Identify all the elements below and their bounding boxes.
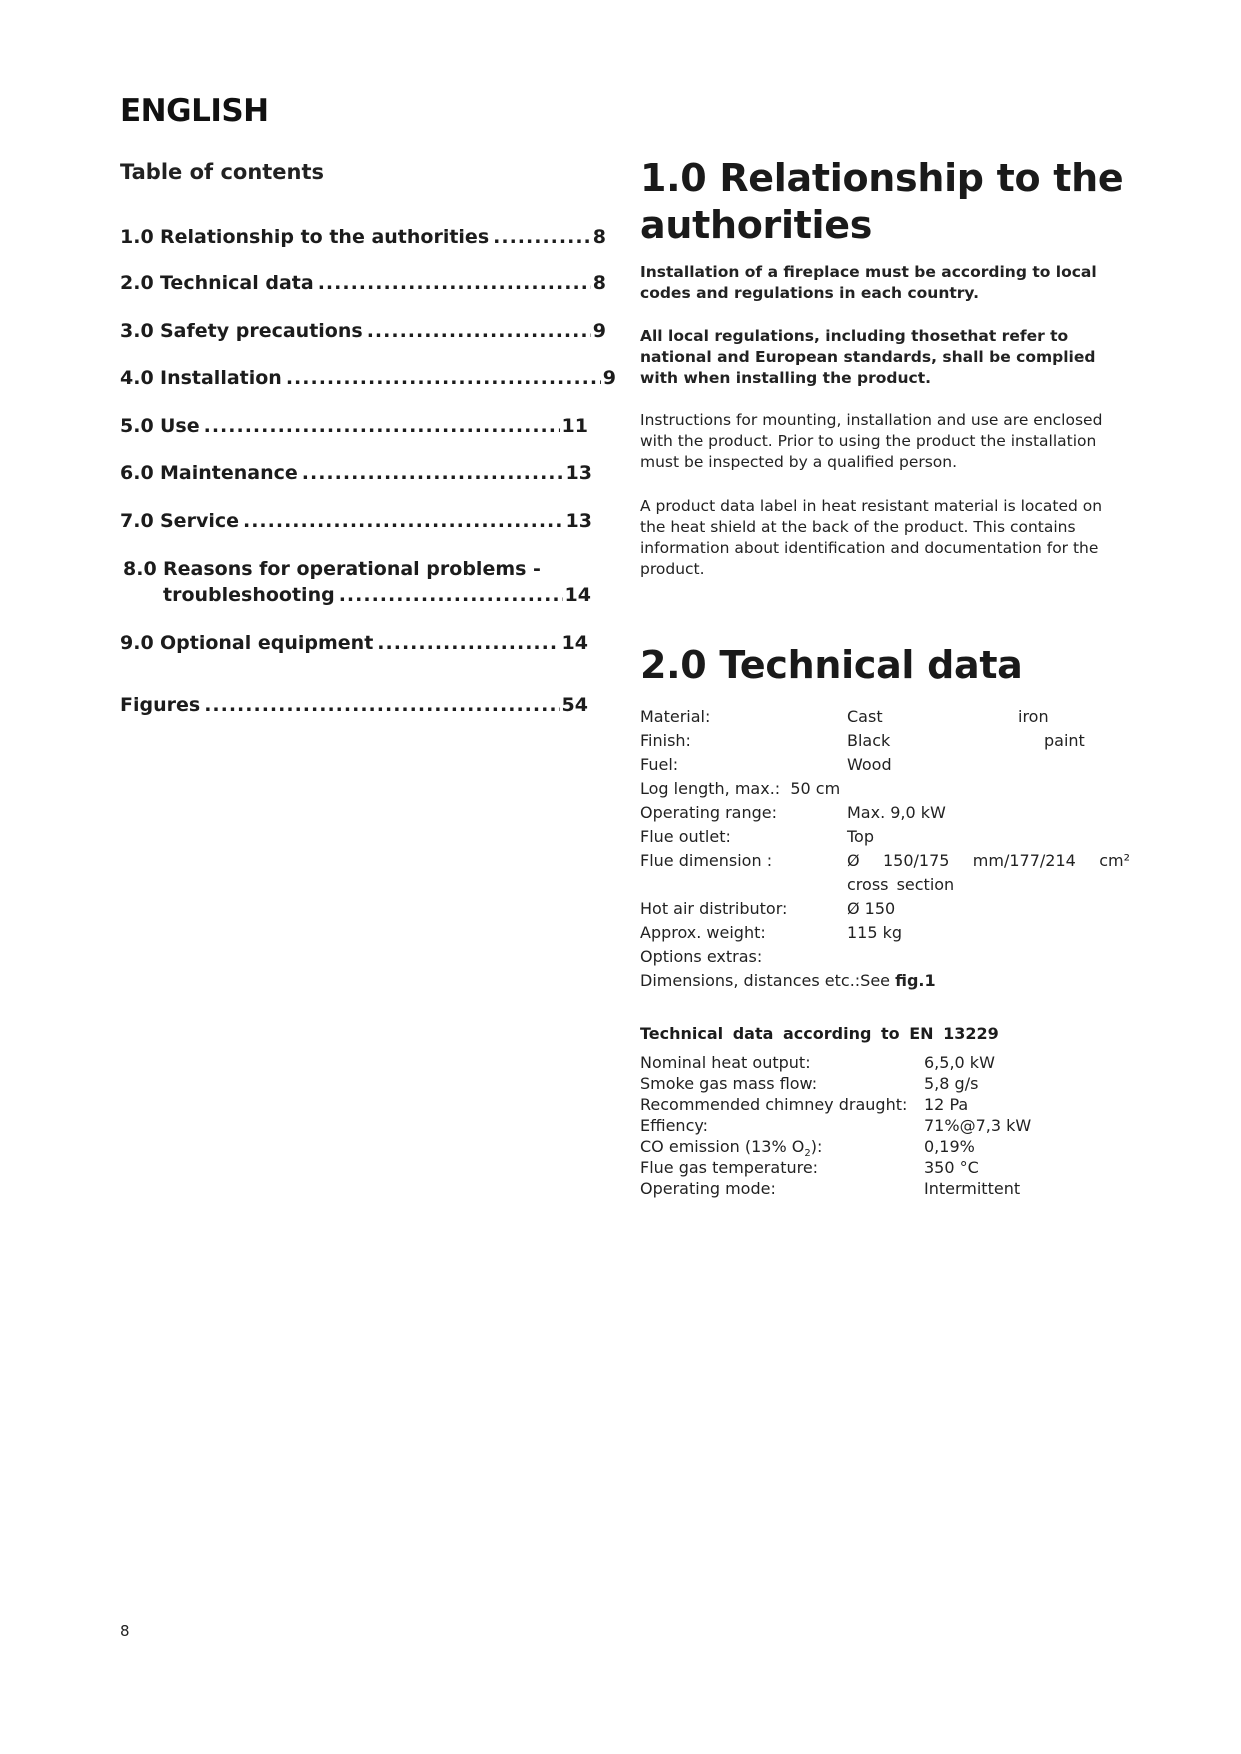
toc-item-number: 9.0 [120, 632, 154, 654]
toc-item-number: 3.0 [120, 320, 154, 342]
en-row-draught [640, 1094, 1130, 1115]
section-1-paragraph-2: All local regulations, including thosethat refer to national and European standards, shall be complied with when installing the product. [640, 327, 1096, 387]
en-label: Effiency: [640, 1116, 709, 1135]
toc-item-1[interactable] [120, 224, 606, 250]
toc-item-number: 8.0 [123, 558, 157, 580]
spec-value: Ø 150/175 mm/177/214 cm² cross section [847, 851, 1130, 894]
spec-value: 50 cm [790, 779, 841, 798]
toc-item-page: 13 [565, 462, 592, 484]
toc-item-3[interactable] [120, 318, 606, 344]
section-1-heading [640, 155, 1123, 249]
spec-value: 115 kg [847, 923, 903, 942]
technical-specs-table [640, 705, 1130, 993]
section-1-heading-line2: authorities [640, 203, 873, 247]
spec-label: Log length, max.: 50 cm [640, 779, 841, 798]
toc-item-title: Safety precautions [160, 320, 363, 342]
spec-value: See [860, 971, 891, 990]
spec-label: Hot air distributor: [640, 899, 788, 918]
spec-row-weight [640, 921, 1130, 945]
spec-value: Max. 9,0 kW [847, 803, 946, 822]
toc-leader-dots [286, 365, 601, 391]
spec-value: Top [847, 827, 874, 846]
en-label: Operating mode: [640, 1179, 776, 1198]
toc-item-number: 6.0 [120, 462, 154, 484]
toc-item-page: 9 [602, 367, 616, 389]
toc-item-title: Technical data [160, 272, 314, 294]
spec-value: Black [847, 731, 891, 750]
section-1-paragraph-3: Instructions for mounting, installation and use are enclosed with the product. Prior to using the product the installation must be inspected by a qualified person. [640, 411, 1103, 471]
toc-item-page: 54 [561, 694, 588, 716]
spec-value-extra: iron [1018, 707, 1049, 726]
toc-heading: Table of contents [120, 160, 325, 184]
en-label: Recommended chimney draught: [640, 1095, 908, 1114]
spec-value-extra: paint [1044, 731, 1085, 750]
spec-row-hot-air [640, 897, 1130, 921]
spec-row-log-length [640, 777, 1130, 801]
spec-label: Fuel: [640, 755, 679, 774]
toc-item-6[interactable] [120, 460, 592, 486]
section-1-heading-line1: 1.0 Relationship to the [640, 156, 1124, 200]
spec-row-dimensions [640, 969, 1130, 993]
spec-row-finish [640, 729, 1130, 753]
toc-item-title: Use [160, 415, 200, 437]
en-value: 5,8 g/s [924, 1074, 979, 1093]
toc-item-number: 7.0 [120, 510, 154, 532]
spec-label: Dimensions, distances etc.:See fig.1 [640, 971, 936, 990]
en-13229-table [640, 1052, 1130, 1199]
toc-item-title: Maintenance [160, 462, 298, 484]
en-value: 71%@7,3 kW [924, 1116, 1032, 1135]
spec-label: Operating range: [640, 803, 777, 822]
section-2-heading: 2.0 Technical data [640, 643, 1023, 687]
toc-item-number: 1.0 [120, 226, 154, 248]
en-row-nominal [640, 1052, 1130, 1073]
toc-item-title: Service [160, 510, 239, 532]
spec-label: Approx. weight: [640, 923, 766, 942]
toc-leader-dots [367, 318, 591, 344]
toc-leader-dots [318, 270, 591, 296]
spec-value: Wood [847, 755, 892, 774]
toc-item-number: 5.0 [120, 415, 154, 437]
toc-item-page: 14 [561, 632, 588, 654]
en-label: Nominal heat output: [640, 1053, 811, 1072]
page-number: 8 [120, 1622, 130, 1640]
figure-reference[interactable]: fig.1 [895, 971, 936, 990]
spec-row-flue-dimension [640, 849, 1130, 897]
en-label: Smoke gas mass flow: [640, 1074, 818, 1093]
toc-item-title: Reasons for operational problems - [163, 558, 541, 580]
spec-row-options [640, 945, 1130, 969]
toc-leader-dots [339, 582, 563, 608]
spec-label: Flue dimension : [640, 851, 773, 870]
en-value: Intermittent [924, 1179, 1021, 1198]
toc-item-title: Figures [120, 694, 201, 716]
toc-item-page: 14 [564, 584, 591, 606]
en-label: Flue gas temperature: [640, 1158, 819, 1177]
spec-row-operating-range [640, 801, 1130, 825]
spec-value: Cast [847, 707, 883, 726]
toc-leader-dots [377, 630, 559, 656]
toc-item-title: Installation [160, 367, 282, 389]
en-value: 12 Pa [924, 1095, 969, 1114]
toc-item-7[interactable] [120, 508, 592, 534]
en-row-flue-gas-temp [640, 1157, 1130, 1178]
toc-item-title: Optional equipment [160, 632, 374, 654]
toc-item-page: 8 [592, 226, 606, 248]
spec-row-material [640, 705, 1130, 729]
spec-row-fuel [640, 753, 1130, 777]
spec-label: Options extras: [640, 947, 763, 966]
toc-item-2[interactable] [120, 270, 606, 296]
toc-item-number: 2.0 [120, 272, 154, 294]
section-1-paragraph-4: A product data label in heat resistant material is located on the heat shield at the back of the product. This contains information about identification and documentation for the product. [640, 497, 1103, 578]
spec-label: Finish: [640, 731, 691, 750]
toc-item-figures[interactable] [120, 692, 588, 718]
toc-leader-dots [302, 460, 564, 486]
toc-item-title: Relationship to the authorities [160, 226, 490, 248]
en-value: 0,19% [924, 1137, 975, 1156]
toc-item-number: 4.0 [120, 367, 154, 389]
toc-item-4[interactable] [120, 365, 616, 391]
spec-label: Material: [640, 707, 711, 726]
section-1-paragraph-1: Installation of a fireplace must be according to local codes and regulations in each country. [640, 263, 1097, 302]
en-row-co-emission [640, 1136, 1130, 1160]
toc-item-9[interactable] [120, 630, 588, 656]
toc-leader-dots [493, 224, 591, 250]
spec-label: Flue outlet: [640, 827, 731, 846]
spec-row-flue-outlet [640, 825, 1130, 849]
spec-value: Ø 150 [847, 899, 896, 918]
toc-item-title-cont: troubleshooting [163, 584, 335, 606]
toc-item-page: 11 [561, 415, 588, 437]
en-row-efficiency [640, 1115, 1130, 1136]
toc-item-page: 8 [592, 272, 606, 294]
en-row-smoke-gas [640, 1073, 1130, 1094]
en-row-operating-mode [640, 1178, 1130, 1199]
toc-item-page: 9 [592, 320, 606, 342]
en-value: 6,5,0 kW [924, 1053, 995, 1072]
toc-leader-dots [243, 508, 564, 534]
toc-item-8[interactable] [123, 556, 591, 608]
en-13229-heading: Technical data according to EN 13229 [640, 1024, 999, 1043]
page-heading: ENGLISH [120, 93, 269, 129]
toc-leader-dots [204, 413, 560, 439]
en-value: 350 °C [924, 1158, 979, 1177]
toc-item-page: 13 [565, 510, 592, 532]
en-label: CO emission (13% $O_2$): [640, 1137, 823, 1160]
toc-item-5[interactable] [120, 413, 588, 439]
toc-leader-dots [204, 692, 559, 718]
